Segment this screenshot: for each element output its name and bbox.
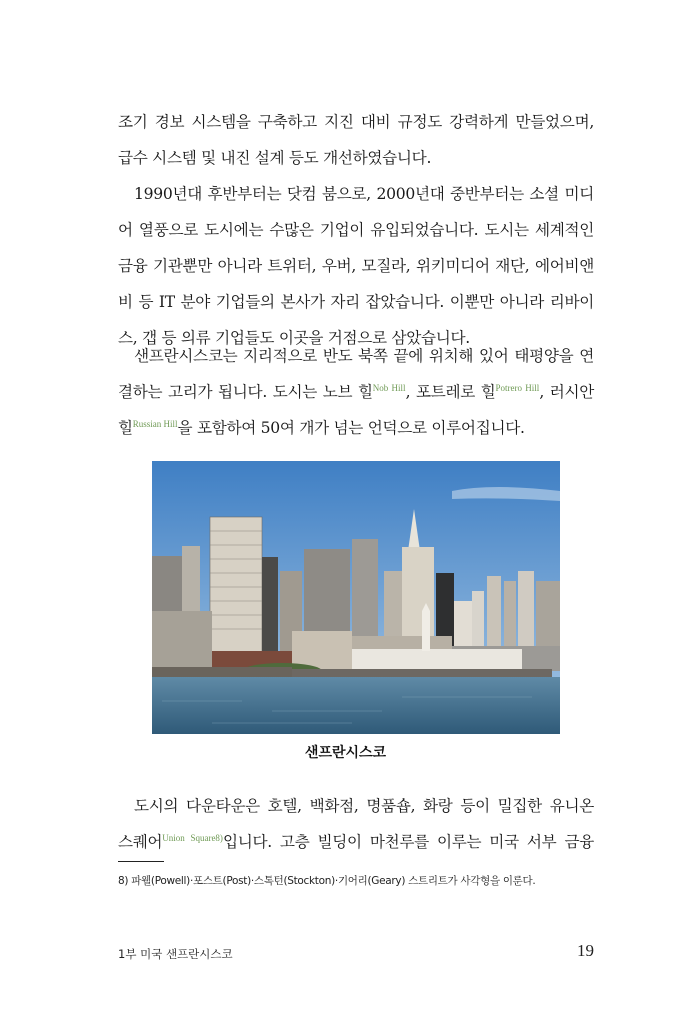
paragraph-2-line-5: 스, 갭 등 의류 기업들도 이곳을 거점으로 삼았습니다. xyxy=(118,329,470,347)
gloss-nob-hill: Nob Hill xyxy=(372,382,406,393)
paragraph-3-line-3 xyxy=(118,410,594,446)
paragraph-4-line-2-text-b: 입니다. 고층 빌딩이 마천루를 이루는 미국 서부 금융 xyxy=(222,833,594,851)
gloss-union-square: Union Square8) xyxy=(162,832,223,843)
paragraph-3-line-3-text-b: 을 포함하여 50여 개가 넘는 언덕으로 이루어집니다. xyxy=(177,419,525,437)
paragraph-1-line-1: 조기 경보 시스템을 구축하고 지진 대비 규정도 강력하게 만들었으며, xyxy=(118,113,594,131)
paragraph-1 xyxy=(118,104,594,176)
gloss-potrero-hill: Potrero Hill xyxy=(495,382,540,393)
paragraph-4 xyxy=(118,788,594,860)
skyline-photo xyxy=(152,461,560,734)
paragraph-2 xyxy=(118,176,594,356)
skyline-illustration xyxy=(152,461,560,734)
paragraph-3 xyxy=(118,338,594,446)
paragraph-4-line-2 xyxy=(118,824,594,860)
gloss-russian-hill: Russian Hill xyxy=(132,418,178,429)
paragraph-3-line-3-text-a: 힐 xyxy=(118,419,133,437)
paragraph-2-line-1: 1990년대 후반부터는 닷컴 붐으로, 2000년대 중반부터는 소셜 미디 xyxy=(134,185,594,203)
paragraph-2-line-3: 금융 기관뿐만 아니라 트위터, 우버, 모질라, 위키미디어 재단, 에어비앤 xyxy=(118,257,594,275)
paragraph-2-line-2: 어 열풍으로 도시에는 수많은 기업이 유입되었습니다. 도시는 세계적인 xyxy=(118,221,594,239)
paragraph-2-line-4: 비 등 IT 분야 기업들의 본사가 자리 잡았습니다. 이뿐만 아니라 리바이 xyxy=(118,293,594,311)
running-footer-title: 1부 미국 샌프란시스코 xyxy=(118,947,233,961)
paragraph-3-line-1: 샌프란시스코는 지리적으로 반도 북쪽 끝에 위치해 있어 태평양을 연 xyxy=(134,347,594,365)
figure-caption: 샌프란시스코 xyxy=(304,745,387,761)
page-number: 19 xyxy=(577,941,594,960)
paragraph-4-line-1: 도시의 다운타운은 호텔, 백화점, 명품숍, 화랑 등이 밀집한 유니온 xyxy=(134,797,594,815)
paragraph-4-line-2-text-a: 스퀘어 xyxy=(118,833,163,851)
paragraph-3-line-2-text-b: , 포트레로 힐 xyxy=(405,383,496,401)
footnote-8: 8) 파웰(Powell)·포스트(Post)·스톡턴(Stockton)·기어리(Geary) 스트리트가 사각형을 이룬다. xyxy=(118,875,536,887)
paragraph-3-line-2 xyxy=(118,374,594,410)
paragraph-3-line-2-text-c: , 러시안 xyxy=(539,383,594,401)
paragraph-3-line-2-text-a: 결하는 고리가 됩니다. 도시는 노브 힐 xyxy=(118,383,373,401)
paragraph-1-line-2: 급수 시스템 및 내진 설계 등도 개선하였습니다. xyxy=(118,149,432,167)
footnote-divider xyxy=(118,861,164,862)
